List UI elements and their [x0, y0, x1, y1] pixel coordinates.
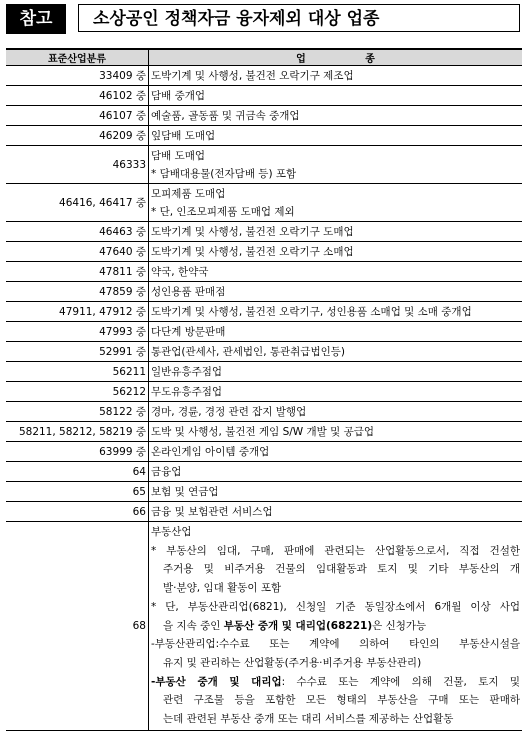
industry-code: 52991 중 [6, 342, 149, 362]
table-row [6, 422, 522, 442]
industry-line: 도박 및 사행성, 불건전 게임 S/W 개발 및 공급업 [151, 425, 375, 438]
industry-line: 모피제품 도매업 [151, 187, 226, 200]
industry-note: 관련 구조물 등을 포함한 모든 형태의 부동산을 구매 또는 판매하 [163, 694, 520, 707]
industry-code: 58211, 58212, 58219 중 [6, 422, 149, 442]
industry-code: 33409 중 [6, 66, 149, 86]
industry-note [151, 617, 522, 636]
industry-code: 46102 중 [6, 86, 149, 106]
industry-name [149, 66, 523, 86]
column-header-code: 표준산업분류 [6, 49, 149, 66]
industry-name [149, 482, 523, 502]
industry-note: 는데 관련된 부동산 중개 또는 대리 서비스를 제공하는 산업활동 [163, 713, 454, 726]
industry-code: 46107 중 [6, 106, 149, 126]
table-row [6, 302, 522, 322]
industry-line: 담배 중개업 [151, 89, 206, 102]
table-row [6, 342, 522, 362]
industry-line: 온라인게임 아이템 중개업 [151, 445, 270, 458]
table-row [6, 282, 522, 302]
industry-name [149, 106, 523, 126]
industry-code: 64 [6, 462, 149, 482]
industry-code: 56211 [6, 362, 149, 382]
industry-code: 47811 중 [6, 262, 149, 282]
industry-note [151, 673, 522, 692]
industry-line: 다단계 방문판매 [151, 325, 226, 338]
industry-code: 47859 중 [6, 282, 149, 302]
industry-name [149, 402, 523, 422]
table-row [6, 126, 522, 146]
industry-line: 금융업 [151, 465, 182, 478]
industry-line: 무도유흥주점업 [151, 385, 223, 398]
industry-note: 발·분양, 임대 활동이 포함 [163, 582, 282, 595]
industry-line: 부동산업 [151, 526, 192, 538]
industry-note: * 단, 부동산관리업(6821), 신청일 기준 동일장소에서 6개월 이상 사업 [151, 600, 520, 613]
table-row [6, 66, 522, 86]
industry-name [149, 184, 523, 222]
industry-code: 46416, 46417 중 [6, 184, 149, 222]
industry-note: * 단, 인조모피제품 도매업 제외 [151, 205, 295, 218]
industry-line: 금융 및 보험관련 서비스업 [151, 505, 273, 518]
industry-note: 유지 및 관리하는 산업활동(주거용·비주거용 부동산관리) [163, 656, 422, 669]
industry-code: 58122 중 [6, 402, 149, 422]
industry-note: * 부동산의 임대, 구매, 판매에 관련되는 산업활동으로서, 직접 건설한 [151, 544, 520, 557]
industry-name [149, 362, 523, 382]
industry-line: 예술품, 골동품 및 귀금속 중개업 [151, 109, 300, 122]
industry-name [149, 282, 523, 302]
table-row [6, 184, 522, 222]
industry-line: 약국, 한약국 [151, 265, 209, 278]
table-row [6, 86, 522, 106]
industry-name [149, 126, 523, 146]
industry-line: 도박기계 및 사행성, 불건전 오락기구 제조업 [151, 69, 354, 82]
industry-name [149, 322, 523, 342]
column-header-industry: 업 종 [149, 49, 523, 66]
industry-name [149, 242, 523, 262]
industry-line: 잎담배 도매업 [151, 129, 216, 142]
industry-line: 경마, 경륜, 경정 관련 잡지 발행업 [151, 405, 307, 418]
industry-line: 도박기계 및 사행성, 불건전 오락기구 소매업 [151, 245, 354, 258]
table-row [6, 482, 522, 502]
industry-code: 46209 중 [6, 126, 149, 146]
reference-tag: 참고 [6, 4, 66, 34]
table-row [6, 502, 522, 522]
page-title: 소상공인 정책자금 융자제외 대상 업종 [78, 4, 520, 32]
table-row [6, 362, 522, 382]
note-bold-text: -부동산 중개 및 대리업 [151, 675, 282, 688]
table-row [6, 146, 522, 184]
industry-name [149, 502, 523, 522]
table-row [6, 222, 522, 242]
industry-name [149, 382, 523, 402]
table-row [6, 262, 522, 282]
table-row [6, 322, 522, 342]
table-row [6, 442, 522, 462]
industry-line: 도박기계 및 사행성, 불건전 오락기구 도매업 [151, 225, 354, 238]
note-text: 을 지속 중인 [163, 619, 224, 632]
table-header-row [6, 49, 522, 66]
industry-name [149, 442, 523, 462]
note-text: : 수수료 또는 계약에 의해 건물, 토지 및 [281, 675, 520, 688]
industry-code: 47640 중 [6, 242, 149, 262]
industry-note: -부동산관리업:수수료 또는 계약에 의하여 타인의 부동산시설을 [151, 638, 520, 651]
industry-line: 통관업(관세사, 관세법인, 통관취급법인등) [151, 345, 345, 358]
industry-line: 도박기계 및 사행성, 불건전 오락기구, 성인용품 소매업 및 소매 중개업 [151, 305, 472, 318]
note-text: 은 신청가능 [372, 619, 427, 632]
industry-code: 47911, 47912 중 [6, 302, 149, 322]
table-row [6, 402, 522, 422]
industry-name [149, 462, 523, 482]
excluded-industries-table [6, 48, 522, 731]
industry-note: * 담배대용물(전자담배 등) 포함 [151, 167, 297, 180]
industry-name [149, 262, 523, 282]
industry-line: 담배 도매업 [151, 149, 206, 162]
table-body [6, 66, 522, 731]
industry-name [149, 422, 523, 442]
table-row-real-estate [6, 522, 522, 731]
industry-code: 68 [6, 522, 149, 731]
industry-line: 보험 및 연금업 [151, 485, 219, 498]
header [6, 4, 522, 34]
industry-code: 66 [6, 502, 149, 522]
industry-name [149, 522, 523, 731]
industry-code: 46333 [6, 146, 149, 184]
industry-line: 성인용품 판매점 [151, 285, 226, 298]
industry-code: 47993 중 [6, 322, 149, 342]
industry-name [149, 302, 523, 322]
industry-name [149, 222, 523, 242]
note-bold-text: 부동산 중개 및 대리업(68221) [223, 619, 373, 632]
table-row [6, 106, 522, 126]
industry-line: 일반유흥주점업 [151, 365, 223, 378]
industry-name [149, 146, 523, 184]
industry-code: 63999 중 [6, 442, 149, 462]
table-row [6, 242, 522, 262]
industry-code: 46463 중 [6, 222, 149, 242]
table-row [6, 462, 522, 482]
industry-name [149, 342, 523, 362]
industry-note: 주거용 및 비주거용 건물의 임대활동과 토지 및 기타 부동산의 개 [163, 563, 520, 576]
industry-code: 65 [6, 482, 149, 502]
industry-code: 56212 [6, 382, 149, 402]
table-row [6, 382, 522, 402]
industry-name [149, 86, 523, 106]
